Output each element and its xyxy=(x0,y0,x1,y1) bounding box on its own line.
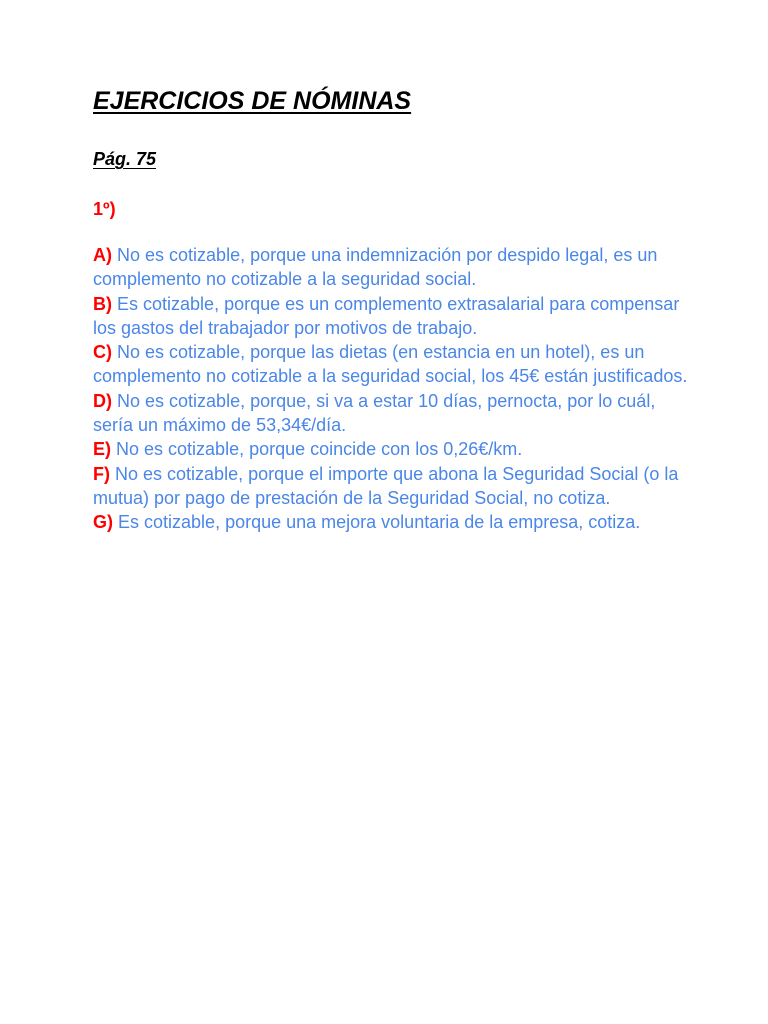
answer-item-f xyxy=(93,462,693,511)
page-reference: Pág. 75 xyxy=(93,149,157,169)
answer-item-c xyxy=(93,340,693,389)
answer-item-e xyxy=(93,437,693,461)
answer-text: No es cotizable, porque el importe que abona la Seguridad Social (o la mutua) por pago de prestación de la Seguridad Social, no cotiza. xyxy=(93,463,679,508)
answer-text: No es cotizable, porque, si va a estar 10 días, pernocta, por lo cuál, sería un máximo de 53,34€/día. xyxy=(93,390,656,436)
document-title: EJERCICIOS DE NÓMINAS xyxy=(93,87,412,115)
answer-item-a xyxy=(93,243,693,292)
answer-letter: E) xyxy=(93,439,111,460)
answer-text: No es cotizable, porque coincide con los 0,26€/km. xyxy=(116,439,523,460)
answer-item-g xyxy=(93,510,693,534)
answer-letter: A) xyxy=(93,245,112,265)
answer-item-b xyxy=(93,292,693,341)
answer-letter: D) xyxy=(93,390,112,411)
answer-text: No es cotizable, porque una indemnización por despido legal, es un complemento no cotizable a la seguridad social. xyxy=(93,245,658,290)
answer-text: No es cotizable, porque las dietas (en estancia en un hotel), es un complemento no cotizable a la seguridad social, los 45€ están justificados. xyxy=(93,342,688,387)
answer-list xyxy=(93,243,693,535)
answer-text: Es cotizable, porque es un complemento extrasalarial para compensar los gastos del trabajador por motivos de trabajo. xyxy=(93,293,680,338)
answer-letter: C) xyxy=(93,342,112,363)
answer-letter: F) xyxy=(93,463,110,484)
exercise-number: 1º) xyxy=(93,199,116,219)
answer-letter: B) xyxy=(93,293,112,314)
document-page xyxy=(93,84,693,535)
answer-text: Es cotizable, porque una mejora voluntaria de la empresa, cotiza. xyxy=(118,512,641,533)
answer-item-d xyxy=(93,389,693,438)
answer-letter: G) xyxy=(93,512,113,533)
